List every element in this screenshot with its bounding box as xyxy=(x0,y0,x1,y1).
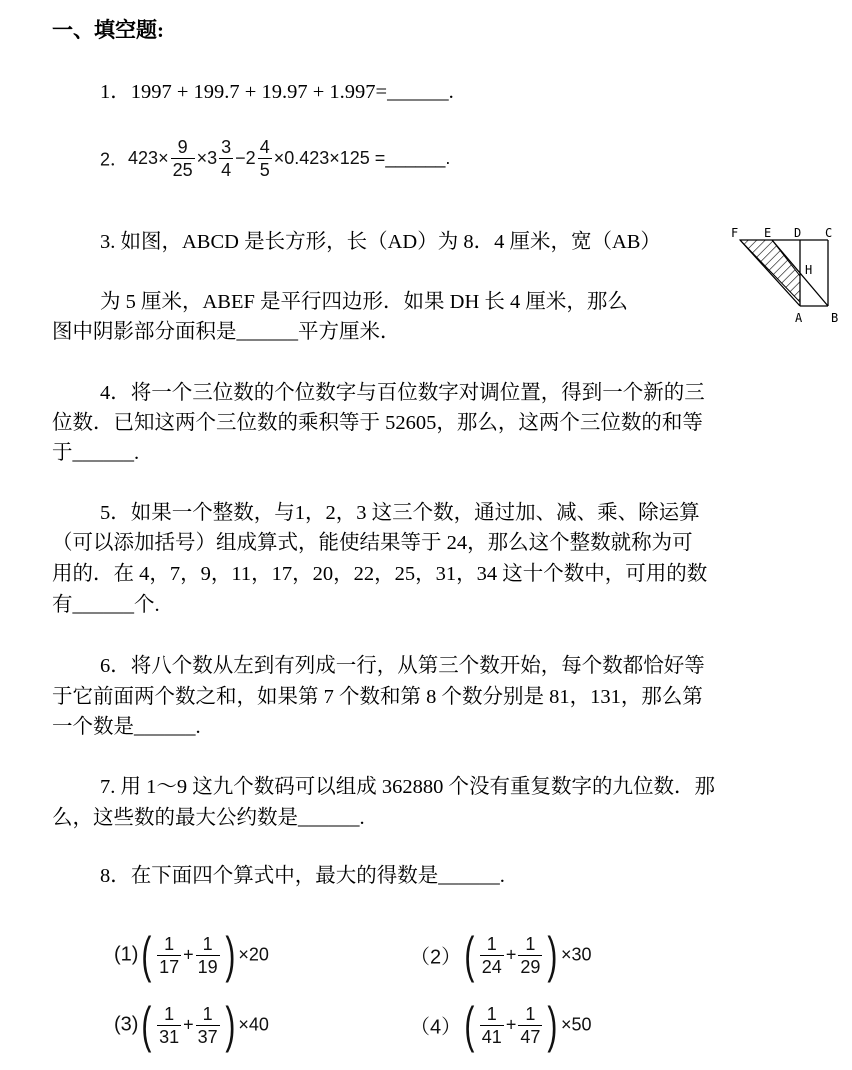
question-6-line-3: 一个数是______. xyxy=(52,716,201,738)
label-a: A xyxy=(795,311,803,325)
question-4-line-2: 位数．已知这两个三位数的乘积等于 52605，那么，这两个三位数的和等 xyxy=(52,412,703,434)
fraction-4-5: $\frac{4}{5}$ xyxy=(259,137,270,180)
question-5-line-3: 用的．在 4，7，9，11，17，20，22，25，31，34 这十个数中，可用的数 xyxy=(52,563,708,585)
label-b: B xyxy=(831,311,839,325)
q2-term: 423 xyxy=(128,148,159,168)
minus-sign: − xyxy=(235,148,246,168)
question-5-line-4: 有______个. xyxy=(52,594,160,616)
question-6-line-2: 于它前面两个数之和，如果第 7 个数和第 8 个数分别是 81，131，那么第 xyxy=(52,686,703,708)
label-f: F xyxy=(731,226,739,240)
label-h: H xyxy=(805,263,813,277)
label-e: E xyxy=(764,226,772,240)
label-d: D xyxy=(794,226,802,240)
fraction-9-25: $\frac{9}{25}$ xyxy=(172,137,193,180)
question-7-line-1: 7. 用 1～9 这九个数码可以组成 362880 个没有重复数字的九位数．那 xyxy=(100,776,715,798)
question-4-line-1: 4．将一个三位数的个位数字与百位数字对调位置，得到一个新的三 xyxy=(100,382,705,404)
question-7-line-2: 么，这些数的最大公约数是______. xyxy=(52,807,365,829)
option-3: (3)( $\frac{1}{31}$ + $\frac{1}{37}$ ) ×40 xyxy=(114,997,269,1053)
fraction-3-4: $\frac{3}{4}$ xyxy=(221,137,232,180)
option-1: (1)( $\frac{1}{17}$ + $\frac{1}{19}$ ) ×20 xyxy=(114,927,269,983)
option-2: （2）( $\frac{1}{24}$ + $\frac{1}{29}$ ) ×30 xyxy=(410,927,592,983)
question-3-line-3: 图中阴影部分面积是______平方厘米． xyxy=(52,321,401,343)
q2-tail: ×0.423×125 =______. xyxy=(273,148,451,168)
rectangle-parallelogram-figure xyxy=(728,226,840,330)
question-6-line-1: 6．将八个数从左到有列成一行，从第三个数开始，每个数都恰好等 xyxy=(100,655,705,677)
question-5-line-2: （可以添加括号）组成算式，能使结果等于 24，那么这个整数就称为可 xyxy=(52,532,693,554)
mixed-whole-2: 2 xyxy=(245,148,256,168)
label-c: C xyxy=(825,226,833,240)
section-title: 一、填空题: xyxy=(52,18,164,42)
mixed-whole-3: 3 xyxy=(207,148,218,168)
question-8: 8．在下面四个算式中，最大的得数是______. xyxy=(100,865,505,887)
times-sign: × xyxy=(158,148,169,168)
question-3-line-2: 为 5 厘米，ABEF 是平行四边形．如果 DH 长 4 厘米，那么 xyxy=(100,291,628,313)
q2-number: 2． xyxy=(100,149,129,170)
option-4: （4）( $\frac{1}{41}$ + $\frac{1}{47}$ ) ×50 xyxy=(410,997,592,1053)
question-2 xyxy=(100,136,450,181)
question-4-line-3: 于______. xyxy=(52,442,140,464)
times-sign: × xyxy=(196,148,208,168)
question-5-line-1: 5．如果一个整数，与1，2，3 这三个数，通过加、减、乘、除运算 xyxy=(100,502,700,524)
question-1: 1．1997 + 199.7 + 19.97 + 1.997=______. xyxy=(100,81,454,103)
question-3-line-1: 3. 如图，ABCD 是长方形，长（AD）为 8．4 厘米，宽（AB） xyxy=(100,231,661,253)
